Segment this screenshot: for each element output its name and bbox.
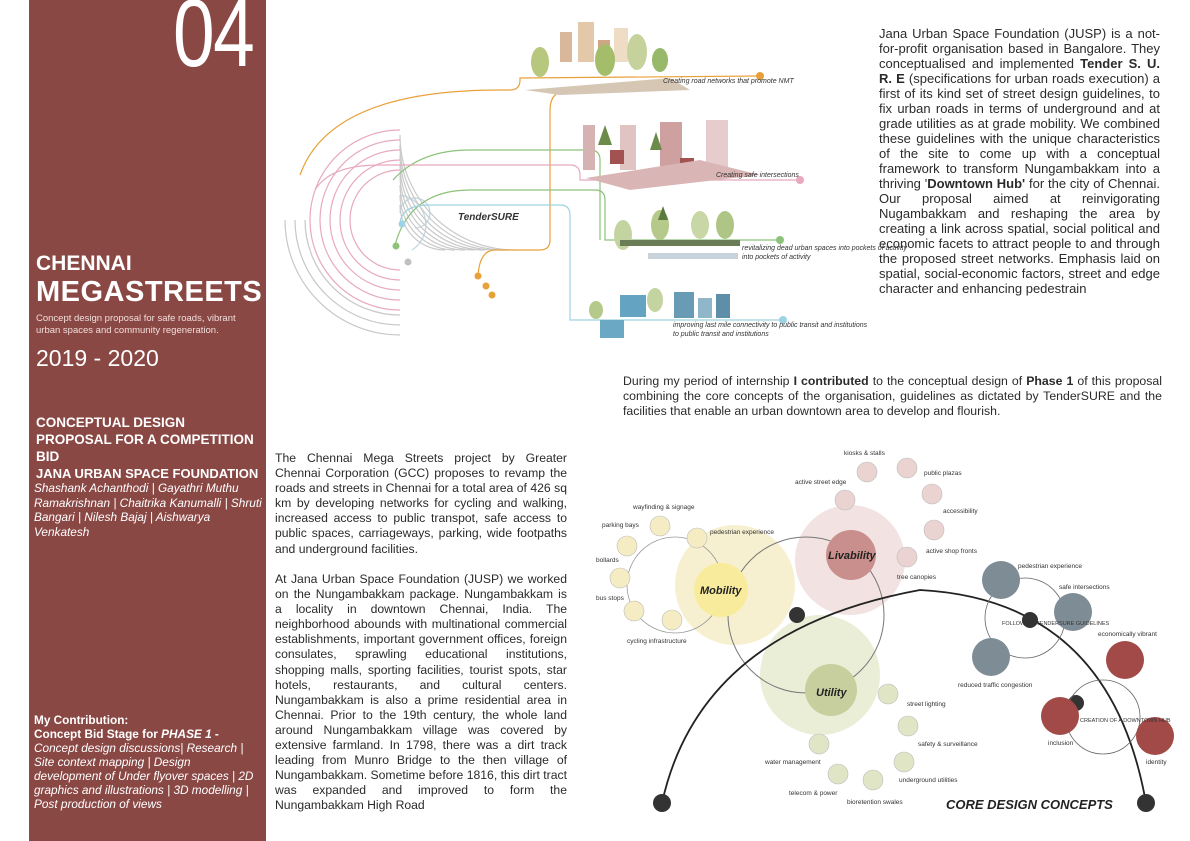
mobility-item-label: wayfinding & signage	[633, 504, 695, 511]
svg-text:to public transit and institut: to public transit and institutions	[673, 331, 769, 338]
team-members: Shashank Achanthodi | Gayathri Muthu Ramakrishnan | Chaitrika Kanumalli | Shruti Bangari | Nilesh Bajaj | Aishwarya Venkatesh	[34, 481, 262, 539]
utility-item-label: water management	[765, 759, 821, 766]
livability-item-label: tree canopies	[897, 574, 937, 581]
livability-item-label: active shop fronts	[926, 548, 977, 555]
downtown-item-label: economically vibrant	[1098, 631, 1157, 638]
mobility-item-label: pedestrian experience	[710, 529, 774, 536]
arc-end-right	[1137, 794, 1155, 812]
mobility-item-label: bollards	[596, 557, 619, 564]
branch-label-2: Creating safe intersections	[716, 172, 799, 179]
branch-label-4: improving last mile connectivity to public transit and institutions	[673, 322, 868, 329]
svg-text:into pockets of activity: into pockets of activity	[742, 254, 811, 261]
livability-item-label: public plazas	[924, 470, 962, 477]
tendersure-center-label: TenderSURE	[458, 212, 519, 223]
downtown-item-label: inclusion	[1048, 740, 1074, 747]
tendersure-ring-text: FOLLOWING TENDERSURE GUIDELINES	[1002, 621, 1110, 627]
hub-label-utility: Utility	[816, 687, 847, 699]
project-years: 2019 - 2020	[36, 345, 159, 371]
utility-item-label: safety & surveillance	[918, 741, 978, 748]
arc-node	[789, 607, 805, 623]
mobility-item-label: cycling infrastructure	[627, 638, 687, 645]
branch-dot	[776, 236, 784, 244]
arc-end-left	[653, 794, 671, 812]
mobility-item-label: parking bays	[602, 522, 639, 529]
downtown-ring-text: CREATION OF A DOWNTOWN HUB	[1080, 718, 1171, 724]
contribution-heading: My Contribution:	[34, 713, 129, 727]
mobility-item-label: bus stops	[596, 595, 624, 602]
livability-item-label: active street edge	[795, 479, 847, 486]
intro-paragraph: Jana Urban Space Foundation (JUSP) is a not-for-profit organisation based in Bangalore. They conceptualised and implemented Tender S. U. R. E (specifications for urban roads execution) a first of its kind set of street design guidelines, to fix urban roads in terms of underground and at grade utilities as at grade mobility. We combined these guidelines with the unique characteristics of the site to come up with a conceptual framework to transform Nungambakkam into a thriving 'Downtown Hub' for the city of Chennai. Our proposal aimed at reinvigorating Nugambakkam and reshaping the area by creating a link across spatial, social political and economic facets to attract people to and through the proposed street networks. Emphasis laid on spatial, social-economic factors, street and edge character and enhancing pedestrain	[879, 26, 1160, 296]
livability-item-label: kiosks & stalls	[844, 450, 885, 457]
section-number: 04	[173, 0, 254, 87]
utility-item-label: bioretention swales	[847, 799, 903, 806]
livability-item-label: accessibility	[943, 508, 978, 515]
utility-item-label: telecom & power	[789, 790, 838, 797]
hub-label-livability: Livability	[828, 550, 876, 562]
project-paragraph-2: At Jana Urban Space Foundation (JUSP) we worked on the Nungambakkam package. Nungambakkam is a locality in downtown Chennai, India. The neighborhood abounds with multinational commercial establishments, important government offices, foreign consulates, sprawling educational institutions, shopping malls, sporting facilities, tourist spots, star hotels, restaurants, and cultural centers. Nungambakkam is also a prime residential area in Chennai. Prior to the 19th century, the whole land around Nungambakkam village was covered by extensive farmland. In 1798, there was a dirt track leading from Munro Bridge to the then village of Nungambakkam. Sometime before 1816, this dirt tract was expanded and improved to form the Nungambakkam High Road	[275, 572, 567, 813]
hub-label-mobility: Mobility	[700, 585, 742, 597]
branch-label-3: revitalizing dead urban spaces into pockets of activity	[742, 245, 907, 252]
project-title-line1: CHENNAI	[36, 252, 132, 275]
core-concepts-diagram	[610, 458, 1174, 812]
project-paragraph-1: The Chennai Mega Streets project by Greater Chennai Corporation (GCC) proposes to revamp the roads and streets in Chennai for a total area of 426 sq km by developing networks for cycling and walking, increased access to public transpot, safe access to public spaces, carriageways, parking, wide footpaths and underground facilities.	[275, 451, 567, 556]
utility-item-label: underground utilities	[899, 777, 958, 784]
utility-item-label: street lighting	[907, 701, 946, 708]
tendersure-item-label: reduced traffic congestion	[958, 682, 1033, 689]
project-subtitle: Concept design proposal for safe roads, vibrant urban spaces and community regeneration.	[36, 313, 236, 336]
tendersure-item-label: safe intersections	[1059, 584, 1110, 591]
contribution-stage: Concept Bid Stage for PHASE 1 -	[34, 727, 219, 741]
downtown-item-label: identity	[1146, 759, 1167, 766]
tendersure-item-label: pedestrian experience	[1018, 563, 1082, 570]
branch-label-1: Creating road networks that promote NMT	[663, 78, 794, 85]
core-concepts-title: CORE DESIGN CONCEPTS	[946, 797, 1113, 812]
contribution-details: Concept design discussions| Research | Site context mapping | Design development of Under flyover spaces | 2D graphics and illustrations | 3D modelling | Post production of views	[34, 741, 254, 811]
section-heading: CONCEPTUAL DESIGN PROPOSAL FOR A COMPETITION BID	[36, 415, 254, 464]
organisation-name: JANA URBAN SPACE FOUNDATION	[36, 466, 259, 481]
urban-spaces-illustration	[614, 206, 740, 259]
project-title-line2: MEGASTREETS	[36, 276, 263, 308]
contribution-paragraph: During my period of internship I contributed to the conceptual design of Phase 1 of this proposal combining the core concepts of the organisation, guidelines as dictated by TenderSURE and the facilities that enable an urban downtown area to develop and flourish.	[623, 374, 1162, 418]
